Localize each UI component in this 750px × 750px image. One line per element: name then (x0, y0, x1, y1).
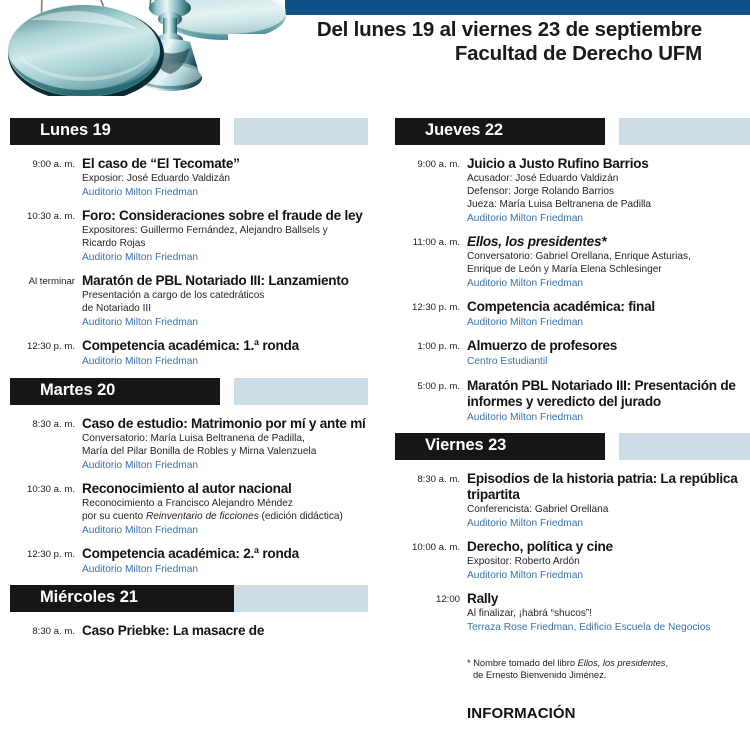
event-venue: Auditorio Milton Friedman (82, 459, 199, 471)
event-title: Competencia académica: 1.ª ronda (82, 338, 299, 354)
event-detail: Conversatorio: María Luisa Beltranena de Padilla, (82, 432, 305, 444)
event-time: 8:30 a. m. (32, 418, 75, 430)
event-body (467, 471, 750, 530)
day-header-accent-block (619, 433, 750, 460)
day-section (395, 433, 750, 635)
event-title: Episodios de la historia patria: La república tripartita (467, 470, 738, 502)
event-body (82, 546, 380, 576)
footnote-line2: de Ernesto Bienvenido Jiménez. (473, 669, 607, 680)
event-detail: Expositor: Roberto Ardón (467, 556, 580, 568)
event-title: Competencia académica: final (467, 299, 655, 315)
schedule-event (395, 591, 750, 634)
event-title: Almuerzo de profesores (467, 338, 618, 354)
event-title: Ellos, los presidentes* (467, 234, 607, 249)
event-body (467, 539, 750, 582)
event-title: Rally (467, 591, 499, 607)
day-label: Viernes 23 (425, 435, 507, 454)
event-body (467, 156, 750, 225)
event-venue: Auditorio Milton Friedman (82, 524, 199, 536)
event-time: 8:30 a. m. (417, 473, 460, 485)
day-label: Miércoles 21 (40, 588, 138, 607)
day-section (10, 378, 380, 576)
day-header (10, 585, 380, 612)
day-header (10, 118, 380, 145)
event-venue: Auditorio Milton Friedman (82, 186, 199, 198)
schedule-column-right (395, 110, 750, 722)
schedule-event (395, 299, 750, 329)
day-header-accent-block (619, 118, 750, 145)
event-venue: Auditorio Milton Friedman (467, 517, 584, 529)
event-detail: Conversatorio: Gabriel Orellana, Enrique Asturias, (467, 251, 691, 263)
event-time: 1:00 p. m. (417, 341, 460, 353)
event-detail: Al finalizar, ¡habrá “shucos”! (467, 608, 593, 620)
schedule-column-left (10, 110, 380, 649)
event-body (82, 623, 380, 640)
schedule-event (10, 623, 380, 640)
event-detail: María del Pilar Bonilla de Robles y Mirna Valenzuela (82, 445, 317, 457)
day-header-accent-block (234, 585, 368, 612)
event-time: 10:00 a. m. (412, 542, 460, 554)
day-section (10, 585, 380, 640)
event-title: Reconocimiento al autor nacional (82, 480, 292, 496)
event-body (467, 591, 750, 634)
schedule-event (395, 471, 750, 530)
event-detail: Exposior: José Eduardo Valdizán (82, 173, 230, 185)
event-venue: Auditorio Milton Friedman (467, 317, 584, 329)
header-title-line1: Del lunes 19 al viernes 23 de septiembre (316, 18, 702, 41)
event-time: 9:00 a. m. (417, 159, 460, 170)
day-header-accent-block (234, 118, 368, 145)
day-label: Jueves 22 (425, 121, 503, 139)
event-body (82, 208, 380, 264)
event-time: 11:00 a. m. (412, 237, 460, 248)
event-venue: Auditorio Milton Friedman (467, 277, 584, 289)
event-body (467, 299, 750, 329)
schedule-event (10, 416, 380, 472)
event-title: Foro: Consideraciones sobre el fraude de ley (82, 208, 363, 224)
event-venue: Auditorio Milton Friedman (467, 570, 584, 582)
event-title: Caso de estudio: Matrimonio por mí y ante mí (82, 415, 366, 431)
event-detail: Reconocimiento a Francisco Alejandro Méndez (82, 497, 293, 509)
day-section (10, 118, 380, 369)
event-time: 12:30 p. m. (27, 341, 75, 353)
event-body (82, 481, 380, 537)
schedule-event (10, 338, 380, 368)
event-time: 12:30 p. m. (412, 302, 460, 314)
event-detail: Presentación a cargo de los catedráticos (82, 290, 265, 302)
event-detail: por su cuento Reinventario de ficciones (edición didáctica) (82, 510, 343, 522)
event-title: Caso Priebke: La masacre de (82, 623, 265, 639)
event-body (82, 416, 380, 472)
event-title: Derecho, política y cine (467, 539, 613, 555)
schedule-event (395, 234, 750, 290)
event-detail: Jueza: María Luisa Beltranena de Padilla (467, 198, 652, 210)
day-header (10, 378, 380, 405)
header-title-line2: Facultad de Derecho UFM (454, 41, 702, 65)
event-title: El caso de “El Tecomate” (82, 156, 240, 171)
event-detail: de Notariado III (82, 303, 152, 315)
schedule-event (395, 378, 750, 424)
event-time: Al terminar (28, 276, 75, 288)
schedule-event (395, 539, 750, 582)
schedule-event (395, 156, 750, 225)
information-heading: INFORMACIÓN (467, 705, 576, 723)
event-detail: Defensor: Jorge Rolando Barrios (467, 185, 614, 197)
event-venue: Auditorio Milton Friedman (82, 356, 199, 368)
day-header (395, 118, 750, 145)
event-body (82, 338, 380, 368)
event-title: Maratón de PBL Notariado III: Lanzamiento (82, 273, 349, 289)
event-venue: Auditorio Milton Friedman (467, 212, 584, 224)
header-blue-bar (285, 0, 750, 15)
event-time: 9:00 a. m. (32, 159, 75, 170)
event-body (82, 156, 380, 199)
event-time: 8:30 a. m. (32, 626, 75, 638)
event-venue: Auditorio Milton Friedman (82, 563, 199, 575)
event-body (467, 234, 750, 290)
event-time: 5:00 p. m. (417, 380, 460, 392)
event-venue: Auditorio Milton Friedman (82, 317, 199, 329)
schedule-event (10, 481, 380, 537)
event-venue: Auditorio Milton Friedman (467, 411, 584, 423)
event-venue: Centro Estudiantil (467, 356, 548, 368)
event-venue: Terraza Rose Friedman, Edificio Escuela de Negocios (467, 622, 711, 634)
event-detail: Conferencista: Gabriel Orellana (467, 504, 609, 516)
event-detail: Enrique de León y María Elena Schlesinger (467, 263, 662, 275)
event-detail: Ricardo Rojas (82, 238, 146, 250)
event-detail: Acusador: José Eduardo Valdizán (467, 173, 619, 185)
scales-of-justice-icon (0, 0, 300, 110)
schedule-event (10, 273, 380, 329)
event-time: 10:30 a. m. (27, 211, 75, 223)
event-time: 12:30 p. m. (27, 548, 75, 560)
event-body (467, 378, 750, 424)
event-venue: Auditorio Milton Friedman (82, 252, 199, 264)
schedule-event (395, 338, 750, 368)
event-title: Juicio a Justo Rufino Barrios (467, 156, 649, 171)
event-title: Competencia académica: 2.ª ronda (82, 545, 299, 561)
event-time: 10:30 a. m. (27, 483, 75, 495)
event-body (467, 338, 750, 368)
page-title (317, 18, 702, 66)
day-label: Martes 20 (40, 380, 116, 399)
day-section (395, 118, 750, 424)
poster-header (0, 0, 750, 108)
day-label: Lunes 19 (40, 121, 111, 139)
event-time: 12:00 (435, 594, 460, 606)
schedule-event (10, 546, 380, 576)
event-body (82, 273, 380, 329)
event-title: Maratón PBL Notariado III: Presentación de informes y veredicto del jurado (467, 377, 736, 409)
footnote: * Nombre tomado del libro Ellos, los presidentes, de Ernesto Bienvenido Jiménez. (467, 657, 750, 682)
schedule-event (10, 208, 380, 264)
day-header (395, 433, 750, 460)
schedule-event (10, 156, 380, 199)
day-header-accent-block (234, 378, 368, 405)
event-detail: Expositores: Guillermo Fernández, Alejandro Ballsels y (82, 225, 328, 237)
